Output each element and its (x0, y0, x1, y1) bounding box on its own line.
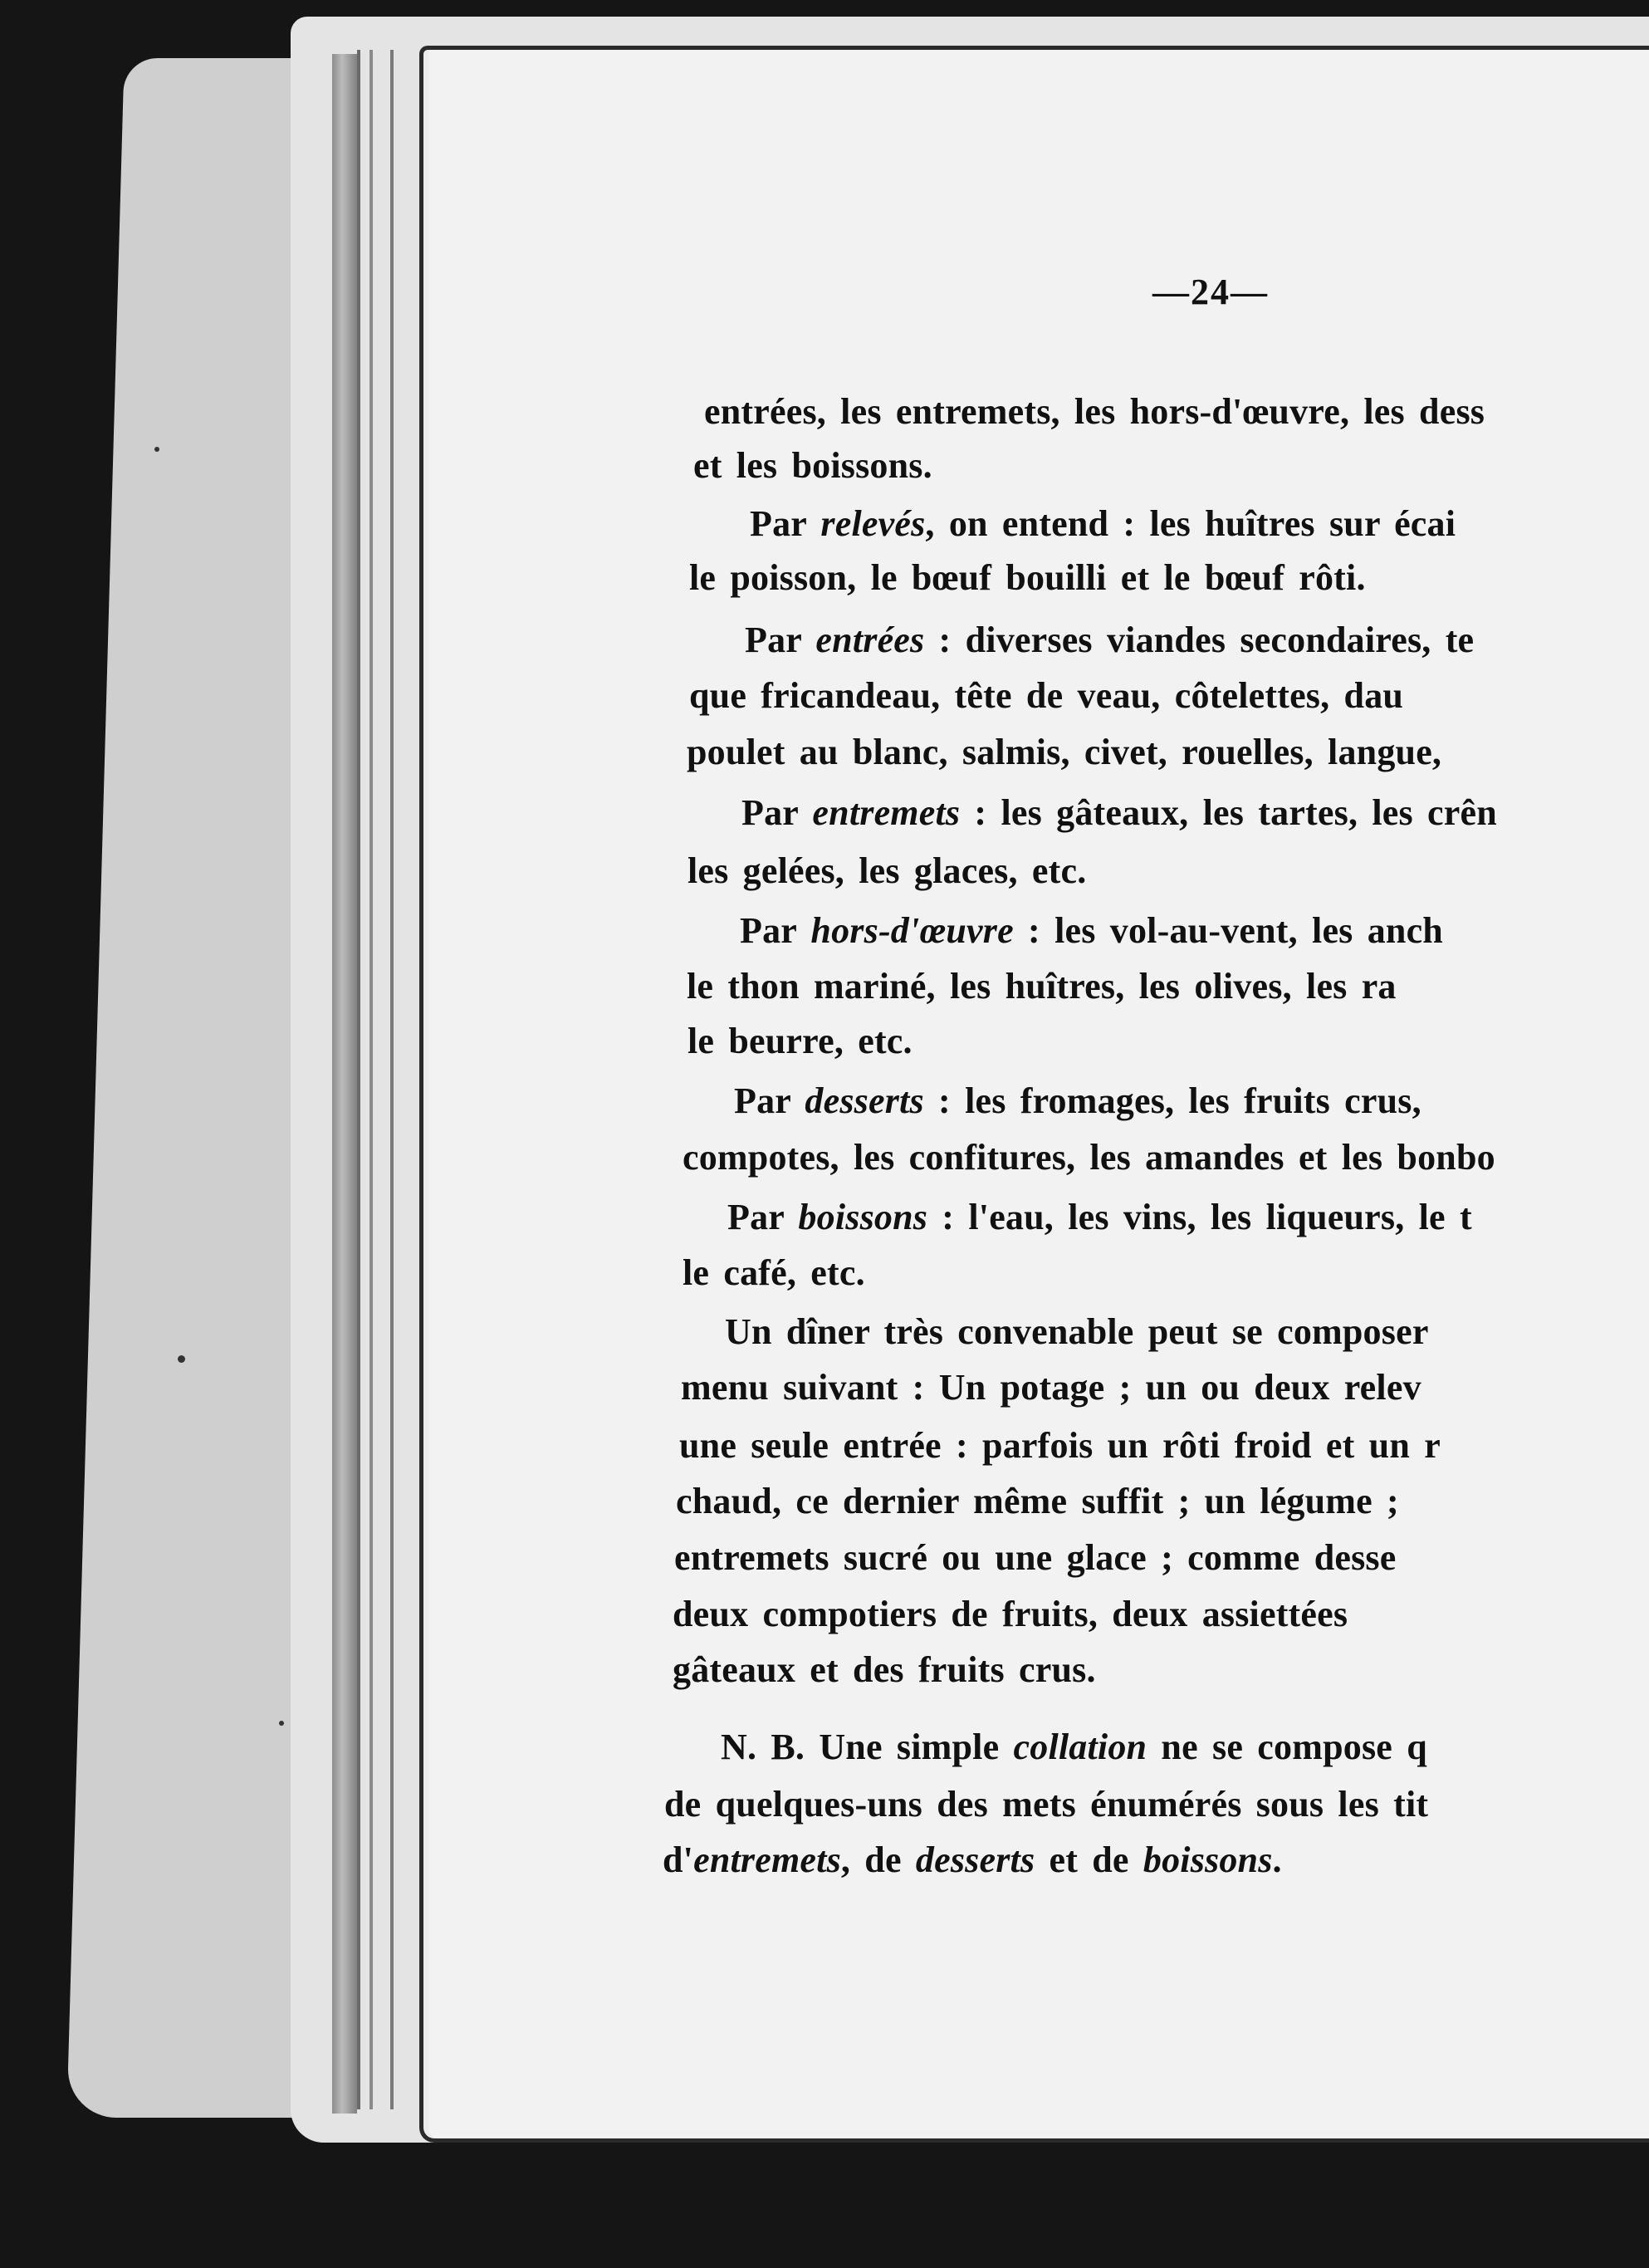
text-line (673, 1593, 1348, 1635)
text-line (679, 1424, 1441, 1467)
text-line (721, 1726, 1427, 1768)
text-run: menu suivant : Un potage ; un ou deux relev (681, 1367, 1421, 1408)
text-line (683, 1252, 865, 1294)
text-line (664, 1783, 1428, 1825)
text-line (693, 444, 932, 487)
text-run: chaud, ce dernier même suffit ; un légume ; (676, 1481, 1399, 1521)
text-run: Par (740, 910, 811, 951)
text-line (689, 556, 1366, 599)
page-number: —24— (1152, 272, 1269, 312)
italic-term: hors-d'œuvre (810, 910, 1014, 951)
text-run: et les boissons. (693, 445, 932, 486)
text-run: ne se compose q (1147, 1727, 1427, 1767)
text-run: les gelées, les glaces, etc. (687, 850, 1087, 891)
text-line (687, 965, 1397, 1007)
text-run: Par (741, 792, 813, 833)
text-run: : les vol-au-vent, les anch (1013, 910, 1443, 951)
text-line (663, 1839, 1282, 1881)
text-line (673, 1648, 1096, 1691)
text-line (741, 791, 1497, 834)
text-run: compotes, les confitures, les amandes et les bonbo (683, 1137, 1495, 1178)
text-run: de quelques-uns des mets énumérés sous les tit (664, 1784, 1429, 1825)
text-line (740, 909, 1443, 952)
text-line (674, 1536, 1396, 1579)
text-run: le poisson, le bœuf bouilli et le bœuf rôti. (689, 557, 1366, 598)
text-run: le thon mariné, les huîtres, les olives, les ra (687, 966, 1397, 1007)
text-run: une seule entrée : parfois un rôti froid et un r (679, 1425, 1441, 1466)
text-run: d' (663, 1839, 694, 1880)
italic-term: entremets (693, 1839, 841, 1880)
italic-term: desserts (805, 1080, 924, 1121)
text-line (689, 674, 1403, 717)
text-line (750, 502, 1456, 545)
text-line (681, 1366, 1421, 1408)
text-line (683, 1136, 1495, 1178)
text-run: : diverses viandes secondaires, te (924, 620, 1475, 660)
text-run: gâteaux et des fruits crus. (673, 1649, 1096, 1690)
italic-term: entremets (812, 792, 961, 833)
text-line (687, 731, 1441, 773)
text-run: . (1272, 1839, 1282, 1880)
italic-term: boissons (798, 1197, 928, 1237)
text-line (745, 619, 1474, 661)
text-run: entremets sucré ou une glace ; comme desse (674, 1537, 1397, 1578)
text-run: : les fromages, les fruits crus, (923, 1080, 1421, 1121)
text-run: Un dîner très convenable peut se composer (725, 1311, 1429, 1352)
text-run: et de (1035, 1839, 1143, 1880)
text-run: deux compotiers de fruits, deux assiettées (673, 1594, 1348, 1634)
text-run: Par (727, 1197, 799, 1237)
text-run: , de (840, 1839, 916, 1880)
text-run: poulet au blanc, salmis, civet, rouelles, langue, (687, 732, 1442, 772)
text-run: entrées, les entremets, les hors-d'œuvre, les dess (704, 391, 1485, 432)
text-line (725, 1310, 1429, 1353)
text-run: Par (750, 503, 821, 544)
italic-term: relevés (820, 503, 926, 544)
text-run: le beurre, etc. (687, 1021, 913, 1061)
italic-term: collation (1013, 1727, 1147, 1767)
italic-term: boissons (1143, 1839, 1273, 1880)
text-line (687, 1020, 913, 1062)
text-line (727, 1196, 1472, 1238)
text-run: , on entend : les huîtres sur écai (925, 503, 1456, 544)
italic-term: desserts (915, 1839, 1035, 1880)
text-line (687, 850, 1086, 892)
text-line (734, 1080, 1421, 1122)
text-run: Par (734, 1080, 805, 1121)
text-run: N. B. Une simple (721, 1727, 1014, 1767)
italic-term: entrées (815, 620, 925, 660)
text-line (676, 1480, 1399, 1522)
text-run: que fricandeau, tête de veau, côtelettes, dau (689, 675, 1404, 716)
text-run: le café, etc. (683, 1252, 865, 1293)
text-line (704, 390, 1485, 433)
text-run: : l'eau, les vins, les liqueurs, le t (927, 1197, 1472, 1237)
text-run: : les gâteaux, les tartes, les crên (960, 792, 1497, 833)
text-run: Par (745, 620, 816, 660)
